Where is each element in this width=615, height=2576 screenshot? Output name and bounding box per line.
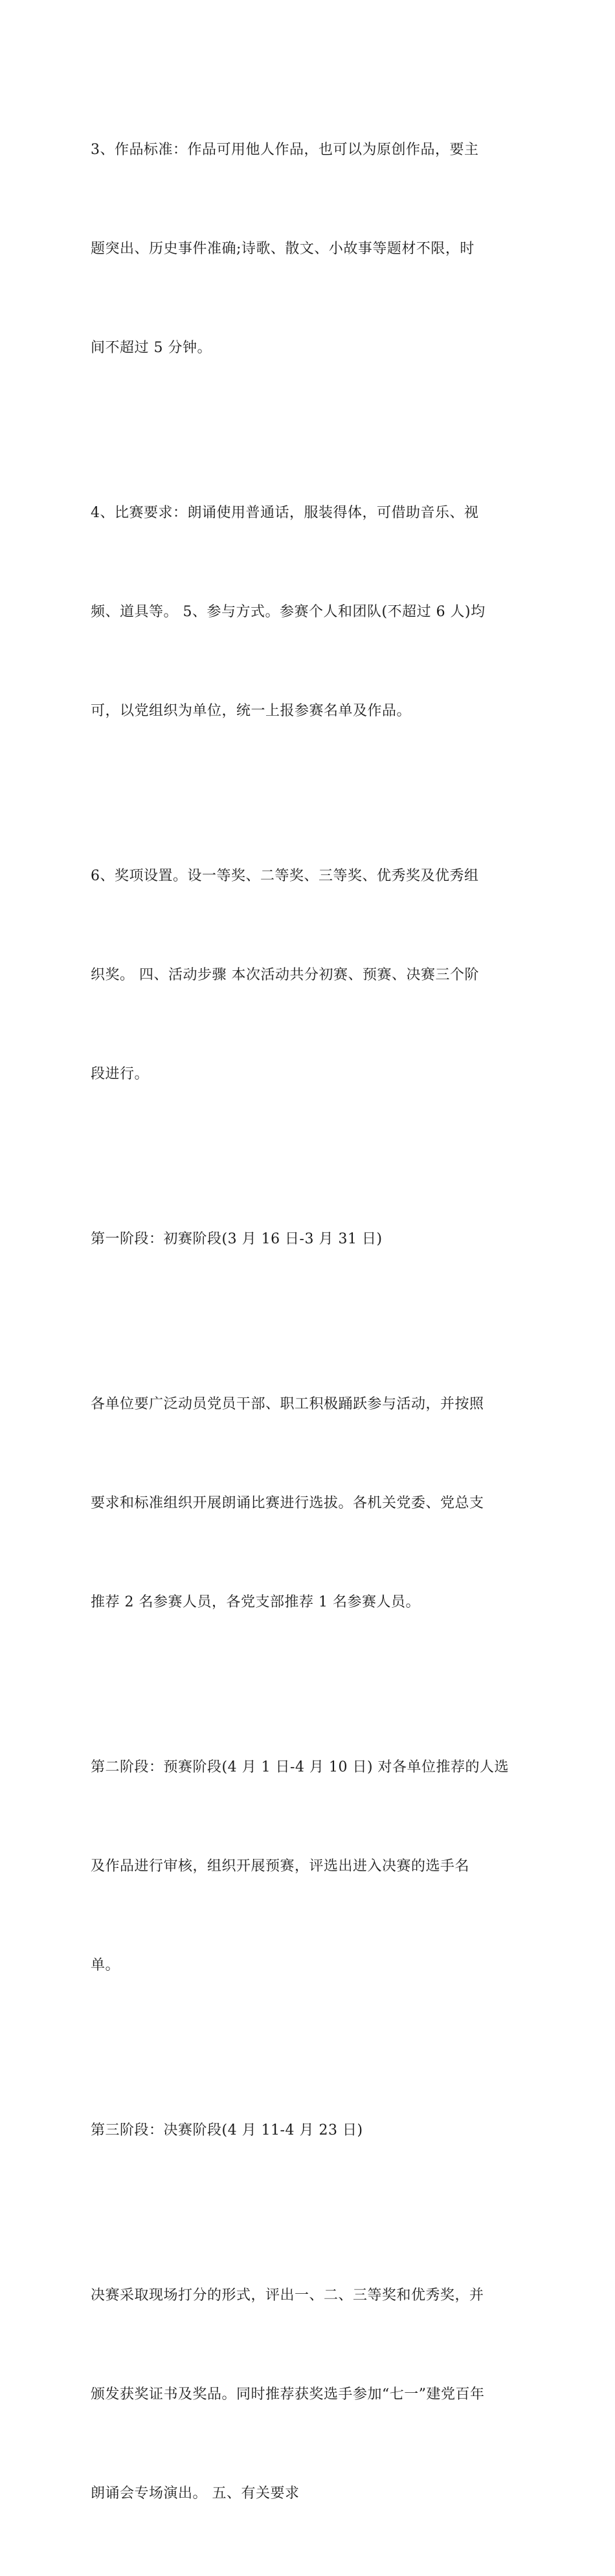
paragraph-stage-one-heading xyxy=(91,1157,531,1322)
text-line: 要求和标准组织开展朗诵比赛进行选拔。各机关党委、党总支 xyxy=(91,1495,484,1511)
text-line: 间不超过 5 分钟。 xyxy=(91,340,212,356)
paragraph-stage-three-body xyxy=(91,2213,531,2576)
text-line: 4、比赛要求：朗诵使用普通话，服装得体，可借助音乐、视 xyxy=(91,505,479,521)
text-line: 决赛采取现场打分的形式，评出一、二、三等奖和优秀奖，并 xyxy=(91,2287,484,2304)
text-line: 题突出、历史事件准确;诗歌、散文、小故事等题材不限，时 xyxy=(91,241,475,257)
text-line: 各单位要广泛动员党员干部、职工积极踊跃参与活动，并按照 xyxy=(91,1396,484,1412)
text-line: 颁发获奖证书及奖品。同时推荐获奖选手参加“七一”建党百年 xyxy=(91,2386,485,2403)
document-body xyxy=(91,67,531,2576)
text-line: 第一阶段：初赛阶段(3 月 16 日-3 月 31 日) xyxy=(91,1231,383,1247)
text-line: 可，以党组织为单位，统一上报参赛名单及作品。 xyxy=(91,703,412,719)
paragraph-competition-requirements xyxy=(91,430,531,794)
paragraph-stage-one-body xyxy=(91,1322,531,1685)
text-line: 朗诵会专场演出。 五、有关要求 xyxy=(91,2485,300,2502)
text-line: 3、作品标准：作品可用他人作品，也可以为原创作品，要主 xyxy=(91,142,479,158)
text-line: 推荐 2 名参赛人员，各党支部推荐 1 名参赛人员。 xyxy=(91,1594,420,1610)
text-line: 6、奖项设置。设一等奖、二等奖、三等奖、优秀奖及优秀组 xyxy=(91,868,479,884)
text-line: 及作品进行审核，组织开展预赛，评选出进入决赛的选手名 xyxy=(91,1858,470,1874)
paragraph-stage-two xyxy=(91,1685,531,2048)
text-line: 第二阶段：预赛阶段(4 月 1 日-4 月 10 日) 对各单位推荐的人选 xyxy=(91,1759,509,1775)
text-line: 单。 xyxy=(91,1957,120,1973)
text-line: 段进行。 xyxy=(91,1066,150,1082)
text-line: 第三阶段：决赛阶段(4 月 11-4 月 23 日) xyxy=(91,2122,363,2138)
paragraph-work-standard xyxy=(91,67,531,430)
paragraph-awards xyxy=(91,794,531,1157)
paragraph-stage-three-heading xyxy=(91,2048,531,2213)
text-line: 频、道具等。 5、参与方式。参赛个人和团队(不超过 6 人)均 xyxy=(91,604,486,620)
text-line: 织奖。 四、活动步骤 本次活动共分初赛、预赛、决赛三个阶 xyxy=(91,967,479,983)
